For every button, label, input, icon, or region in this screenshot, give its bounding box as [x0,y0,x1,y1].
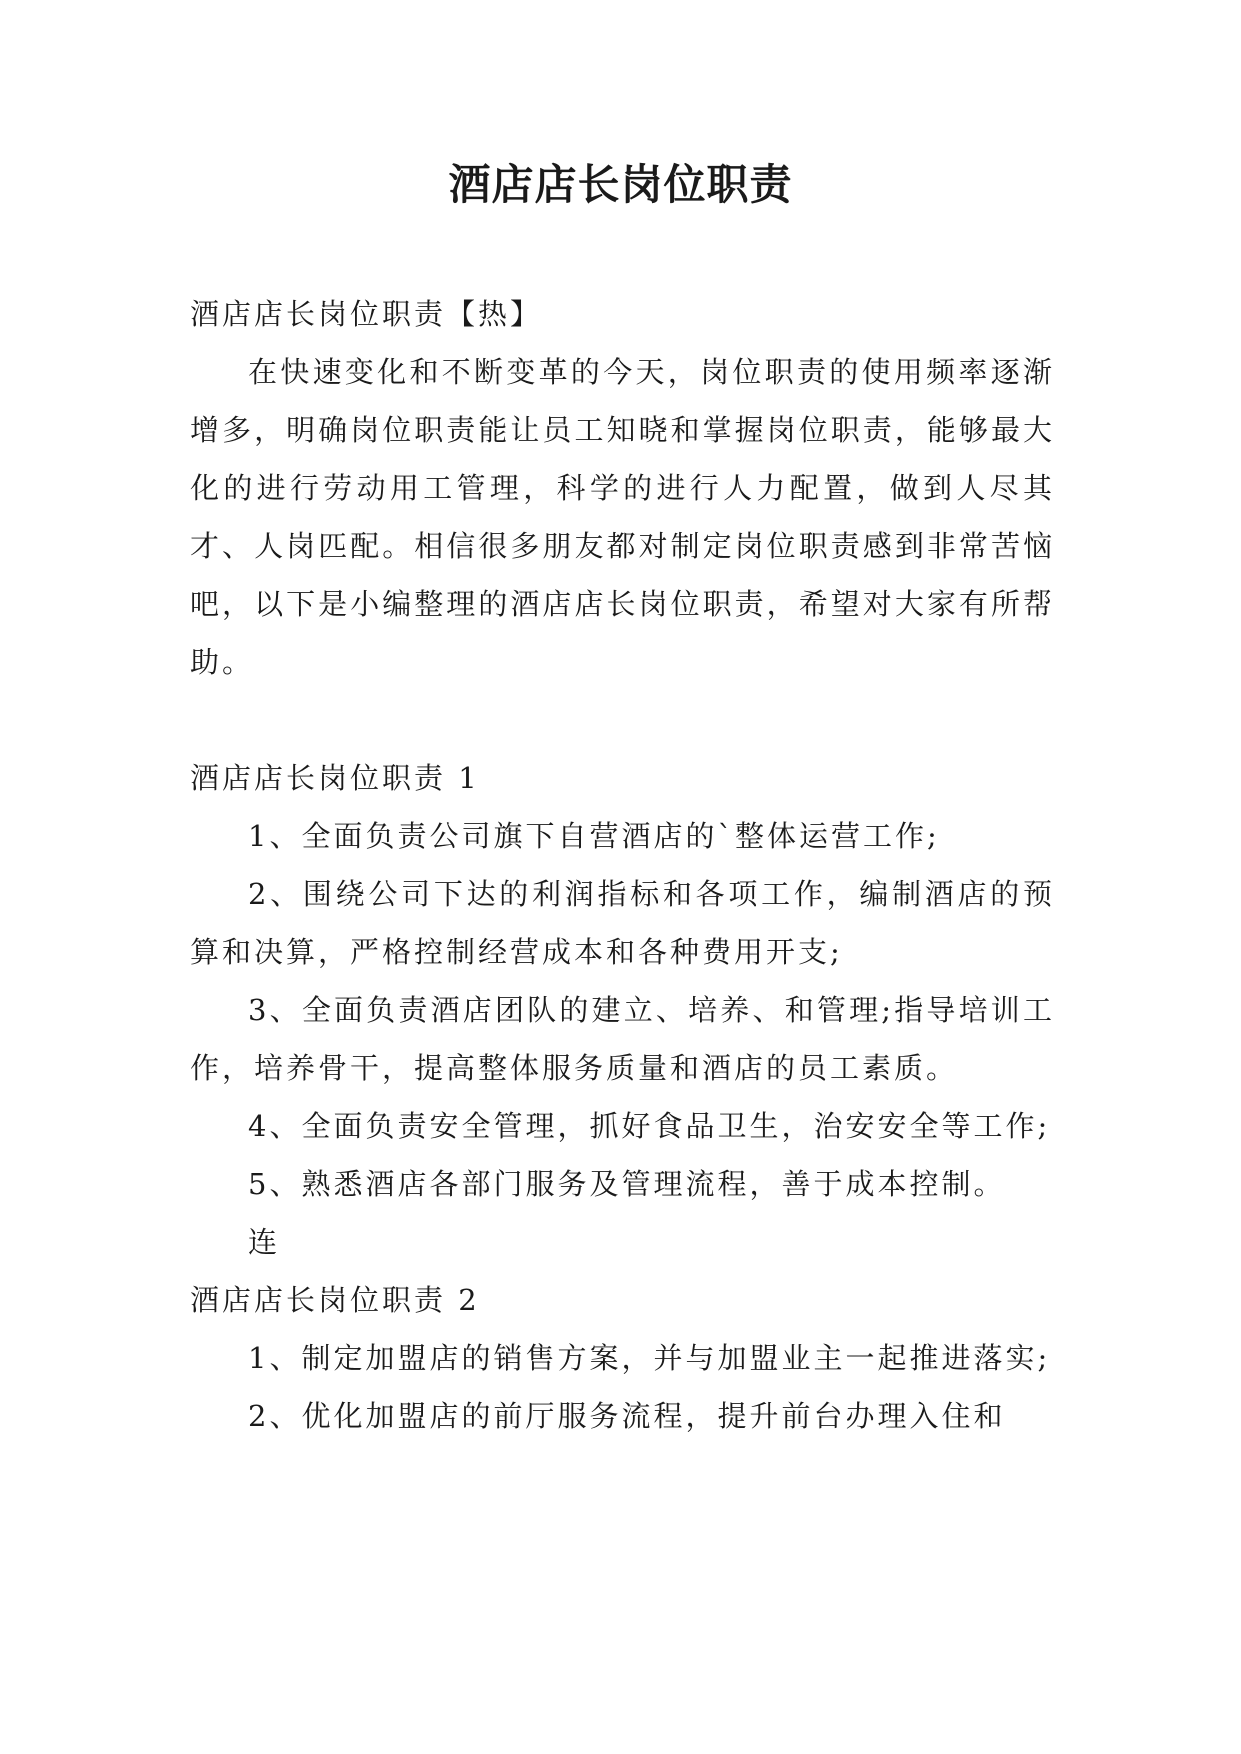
section-1-item-2: 2、围绕公司下达的利润指标和各项工作，编制酒店的预算和决算，严格控制经营成本和各种费用开支; [190,877,1055,969]
document-body [190,285,1055,1445]
section-1-item-1: 1、全面负责公司旗下自营酒店的`整体运营工作; [248,819,940,853]
section-1-item-3: 3、全面负责酒店团队的建立、培养、和管理;指导培训工作，培养骨干，提高整体服务质量和酒店的员工素质。 [190,993,1055,1085]
document-title: 酒店店长岗位职责 [448,160,793,209]
document-subtitle: 酒店店长岗位职责【热】 [190,297,543,331]
section-heading-2: 酒店店长岗位职责 2 [190,1283,480,1317]
section-1-item-4: 4、全面负责安全管理，抓好食品卫生，治安安全等工作; [248,1109,1051,1143]
intro-paragraph: 在快速变化和不断变革的今天，岗位职责的使用频率逐渐增多，明确岗位职责能让员工知晓和掌握岗位职责，能够最大化的进行劳动用工管理，科学的进行人力配置，做到人尽其才、人岗匹配。相信很多朋友都对制定岗位职责感到非常苦恼吧，以下是小编整理的酒店店长岗位职责，希望对大家有所帮助。 [190,355,1055,679]
section-1-fragment: 连 [248,1225,281,1259]
section-2-item-1: 1、制定加盟店的销售方案，并与加盟业主一起推进落实; [248,1341,1051,1375]
section-heading-1: 酒店店长岗位职责 1 [190,761,480,795]
paragraph-spacer [190,691,1055,749]
section-1-item-5: 5、熟悉酒店各部门服务及管理流程，善于成本控制。 [248,1167,1006,1201]
section-2-item-2: 2、优化加盟店的前厅服务流程，提升前台办理入住和 [248,1399,1006,1433]
